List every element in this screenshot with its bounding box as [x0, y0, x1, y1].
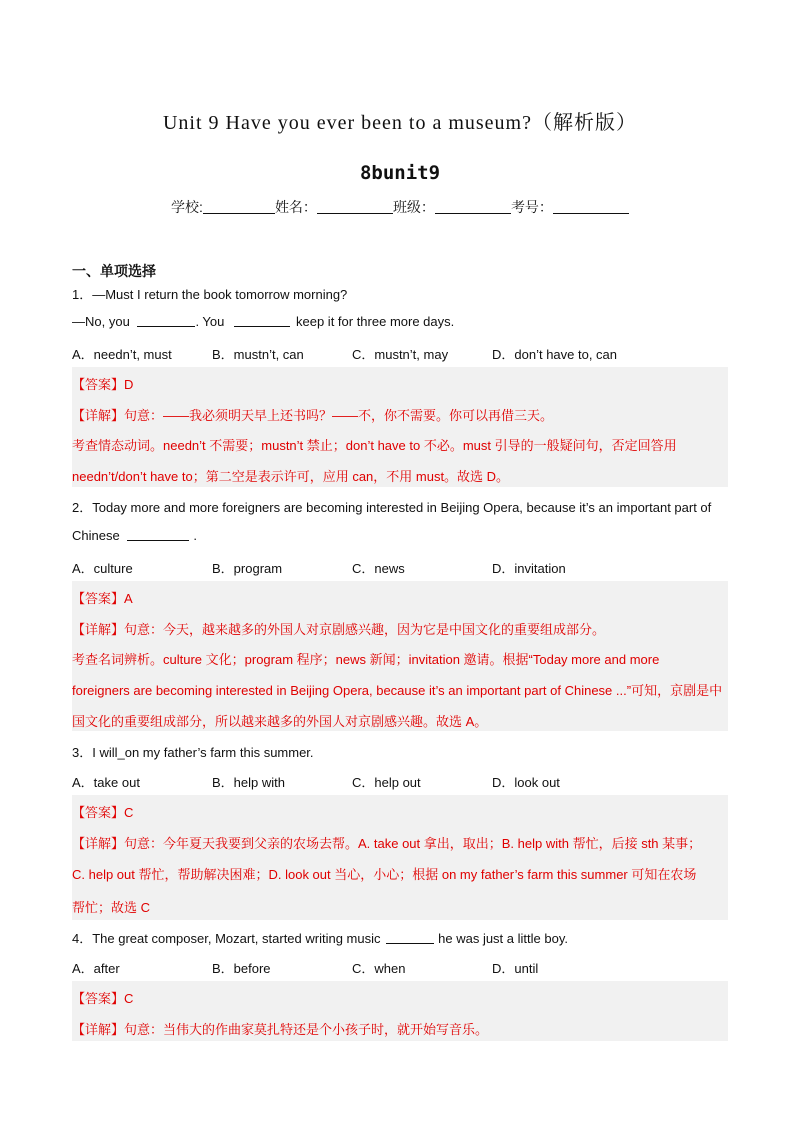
- number-label: 考号：: [510, 199, 553, 215]
- q4-answer: 【答案】C: [72, 991, 134, 1006]
- page-subtitle: 8bunit9: [359, 162, 441, 184]
- q2-stem-line2: [72, 528, 197, 543]
- q1-option-a: A．needn’t, must: [72, 347, 172, 362]
- q2-option-a: A．culture: [72, 561, 133, 576]
- number-blank: [553, 199, 629, 214]
- school-label: 学校:: [171, 199, 203, 215]
- q2-explain-2: 考查名词辨析。culture 文化；program 程序；news 新闻；invitation 邀请。根据“Today more and more: [72, 652, 660, 667]
- q4-stem-part-b: he was just a little boy.: [438, 931, 568, 946]
- q2-explain-3: foreigners are becoming interested in Beijing Opera, because it’s an important part of Chinese ...”可知，京剧是中: [72, 683, 723, 698]
- class-blank: [435, 199, 511, 214]
- student-info-line: [0, 197, 800, 217]
- q1-option-b: B．mustn’t, can: [212, 347, 304, 362]
- class-label: 班级：: [392, 199, 435, 215]
- name-label: 姓名：: [274, 199, 317, 215]
- q3-option-a: A．take out: [72, 775, 140, 790]
- q1-stem-part-a: —No, you: [72, 314, 130, 329]
- q2-option-c: C．news: [352, 561, 405, 576]
- q1-explain-3: needn’t/don’t have to；第二空是表示许可，应用 can，不用 must。故选 D。: [72, 469, 510, 484]
- q4-stem: [72, 928, 568, 947]
- q3-option-d: D．look out: [492, 775, 560, 790]
- q2-stem: 2．Today more and more foreigners are becoming interested in Beijing Opera, because it’s an important part of: [72, 500, 712, 515]
- q2-stem-part-b: .: [193, 528, 197, 543]
- q1-stem-line2: [72, 314, 454, 329]
- q2-explain-4: 国文化的重要组成部分，所以越来越多的外国人对京剧感兴趣。故选 A。: [72, 714, 488, 729]
- q3-explain-3: 帮忙；故选 C: [72, 900, 151, 915]
- q3-explain-2: C. help out 帮忙，帮助解决困难；D. look out 当心，小心；根据 on my father’s farm this summer 可知在农场: [72, 867, 697, 882]
- q1-option-c: C．mustn’t, may: [352, 347, 449, 362]
- q4-explain-1: 【详解】句意：当伟大的作曲家莫扎特还是个小孩子时，就开始写音乐。: [72, 1022, 489, 1037]
- q3-explain-1: 【详解】句意：今年夏天我要到父亲的农场去帮。A. take out 拿出，取出；B. help with 帮忙，后接 sth 某事；: [72, 836, 702, 851]
- q1-blank-2: [234, 314, 290, 327]
- q2-option-b: B．program: [212, 561, 283, 576]
- q1-answer: 【答案】D: [72, 377, 134, 392]
- page-title: Unit 9 Have you ever been to a museum?（解析版）: [162, 112, 637, 134]
- q4-blank: [386, 931, 434, 944]
- name-blank: [317, 199, 393, 214]
- q4-option-d: D．until: [492, 961, 539, 976]
- q1-stem: 1．—Must I return the book tomorrow morning?: [72, 287, 348, 302]
- q3-option-b: B．help with: [212, 775, 285, 790]
- q1-explain-1: 【详解】句意：——我必须明天早上还书吗？——不，你不需要。你可以再借三天。: [72, 408, 554, 423]
- q1-blank-1: [137, 314, 195, 327]
- school-blank: [203, 199, 275, 214]
- q1-stem-part-b: . You: [195, 314, 225, 329]
- q4-option-b: B．before: [212, 961, 271, 976]
- q4-option-a: A．after: [72, 961, 120, 976]
- q3-answer: 【答案】C: [72, 805, 134, 820]
- q1-stem-part-c: keep it for three more days.: [296, 314, 455, 329]
- q4-option-c: C．when: [352, 961, 406, 976]
- section-heading: 一、单项选择: [72, 263, 156, 279]
- q3-answer-box: [72, 795, 728, 920]
- q2-blank: [127, 528, 189, 541]
- q2-answer: 【答案】A: [72, 591, 133, 606]
- q4-stem-part-a: 4．The great composer, Mozart, started writing music: [72, 931, 381, 946]
- q3-option-c: C．help out: [352, 775, 421, 790]
- q1-option-d: D．don’t have to, can: [492, 347, 618, 362]
- q1-explain-2: 考查情态动词。needn’t 不需要；mustn’t 禁止；don’t have to 不必。must 引导的一般疑问句，否定回答用: [72, 438, 677, 453]
- q2-stem-part-a: Chinese: [72, 528, 120, 543]
- q3-stem: 3．I will_on my father’s farm this summer.: [72, 745, 314, 760]
- q2-explain-1: 【详解】句意：今天，越来越多的外国人对京剧感兴趣，因为它是中国文化的重要组成部分。: [72, 622, 606, 637]
- q2-option-d: D．invitation: [492, 561, 566, 576]
